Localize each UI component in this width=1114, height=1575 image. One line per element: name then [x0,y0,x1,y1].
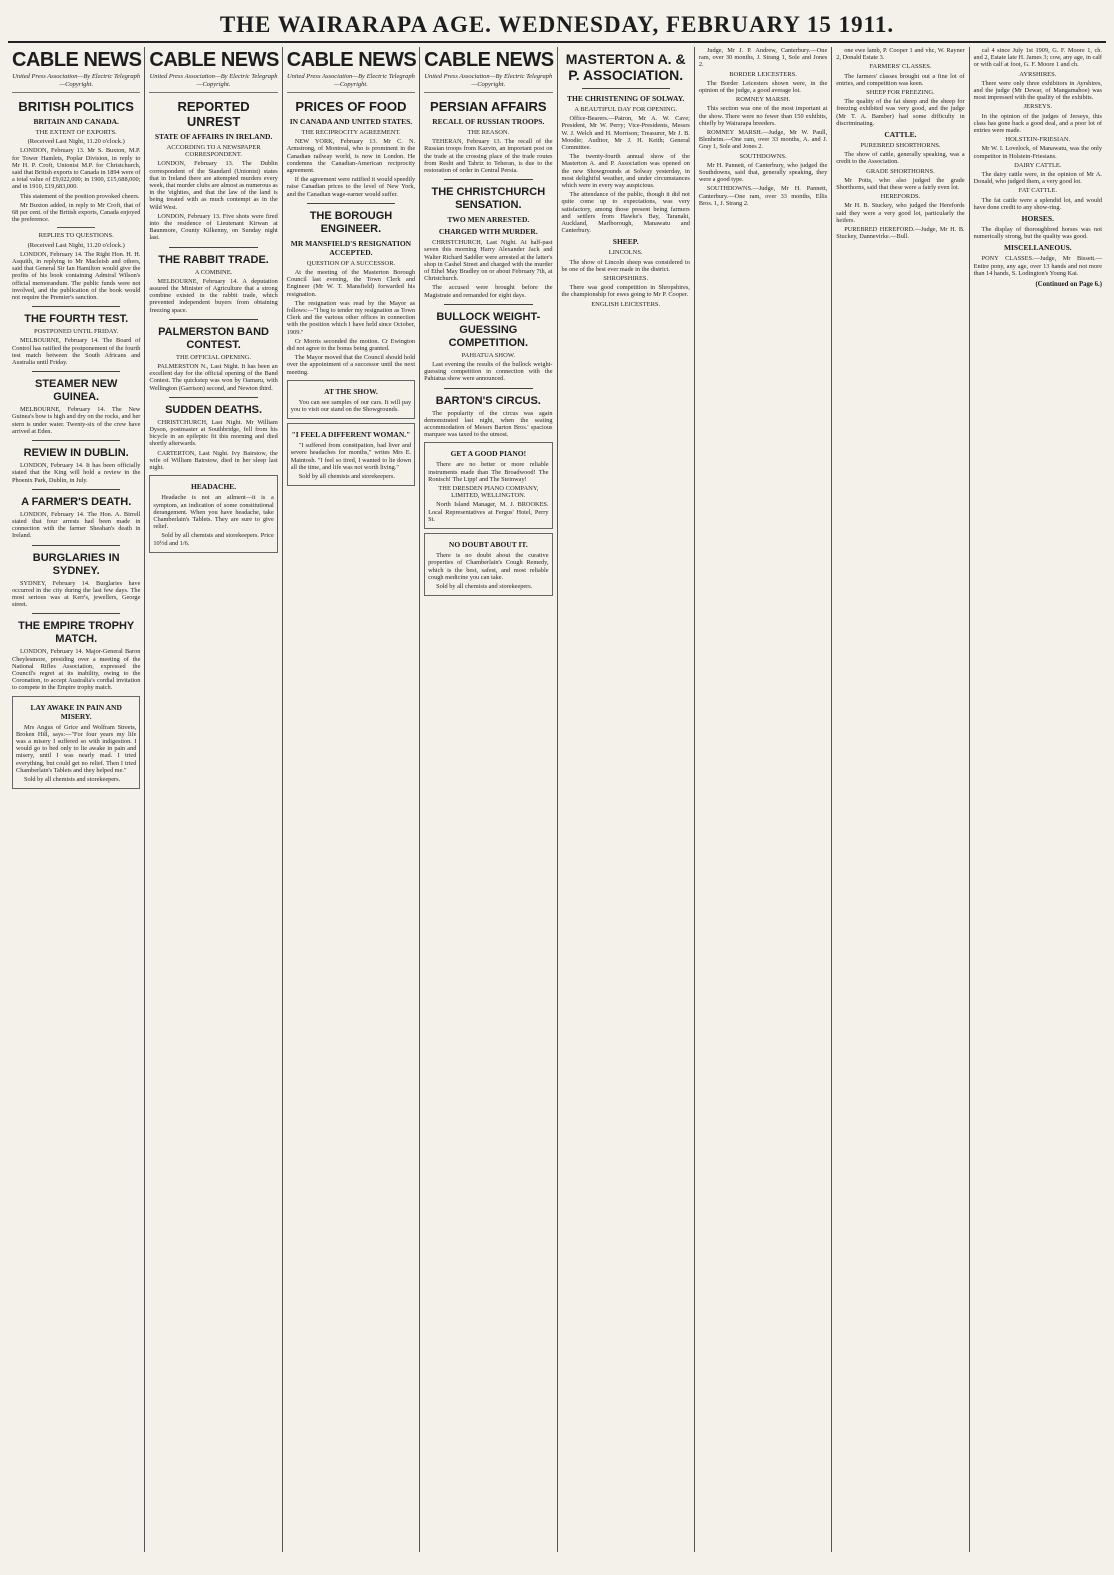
divider [32,613,120,614]
ad-text: Headache is not an ailment—it is a symptom, an indication of some constitutional derangement. When you have headache, take Chamberlain's Tablets. They are sure to give relief. [153,494,274,531]
paragraph: The attendance of the public, though it did not quite come up to expectations, was very satisfactory, among those present being farmers and settlers from Hawke's Bay, Taranaki, Auckland, Marlborough, Manawatu and Canterbury. [561,191,690,235]
paragraph: SYDNEY, February 14. Burglaries have occurred in the city during the last few days. The most serious was at Kerr's, jewellers, George street. [12,579,141,609]
ad-text: Sold by all chemists and storekeepers. Price 10½d and 1/6. [153,532,274,547]
subheading: HEREFORDS. [880,193,921,201]
subheading: THE RECIPROCITY AGREEMENT. [301,129,401,136]
subheading: THE CHRISTENING OF SOLWAY. [567,94,685,103]
continued-note: (Continued on Page 6.) [1035,281,1102,289]
subheading: STATE OF AFFAIRS IN IRELAND. [154,132,273,141]
credit-line: United Press Association—By Electric Telegraph—Copyright. [424,73,552,93]
paragraph: The twenty-fourth annual show of the Masterton A. and P. Association was opened on the new Showgrounds at Solway yesterday, in most delightful weather, and under circumstances which were in every way auspicious. [561,153,690,190]
paragraph: Cr Morris seconded the motion. Cr Ewington did not agree to the bonus being granted. [286,337,416,353]
column-7 [832,47,969,1552]
subheading: LINCOLNS. [608,249,643,257]
subheading: THE EXTENT OF EXPORTS. [35,129,117,136]
ad-heading: "I FEEL A DIFFERENT WOMAN." [291,430,411,440]
paragraph: Last evening the results of the bullock weight-guessing competition in connection with the Pahiatua show were announced. [424,361,553,383]
subheading: BORDER LEICESTERS. [729,70,797,78]
divider [444,179,532,180]
divider [32,489,120,490]
paragraph: The farmers' classes brought out a fine lot of entries, and competition was keen. [836,72,965,87]
paragraph: LONDON, February 13. Mr S. Buxton, M.P. for Tower Hamlets, Poplar Division, in reply to Mr H. P. Croft, Unionist M.P. for Christchurch, said that British exports to Canada in 1894 were of a total value of £9,022,000; in 1900, £15,688,000; and in 1910, £19,683,000. [12,147,141,191]
paragraph: This statement of the position provoked cheers. [20,192,140,200]
paragraph: LONDON, February 14. Major-General Baron Cheylesmore, presiding over a meeting of the National Rifles Association, expressed the Council's regret at its inability, owing to the Coronation, to accept Australia's cordial invitation to compete in the Empire trophy match. [12,648,141,692]
subheading: THE OFFICIAL OPENING. [176,353,252,361]
ad-text: There are no better or more reliable instruments made than The Broadwood! The Ronisch! The Lipp! and The Steinway! [428,461,549,483]
paragraph: There were only three exhibitors in Ayrshires, and the judge (Mr Dewar, of Mangamahoe) was most impressed with the quality of the exhibits. [973,79,1102,102]
subheading: A BEAUTIFUL DAY FOR OPENING. [574,106,678,113]
subheading: THE REASON. [467,129,510,136]
paragraph: The dairy cattle were, in the opinion of Mr A. Donald, who judged them, a very good lot. [973,171,1102,186]
ad-heading: NO DOUBT ABOUT IT. [448,540,528,550]
headline: BARTON'S CIRCUS. [435,394,541,407]
columns [8,47,1106,1552]
column-3 [283,47,420,1552]
paragraph: The show of cattle, generally speaking, was a credit to the Association. [836,151,965,166]
paragraph: Office-Bearers.—Patron, Mr A. W. Cave; President, Mr W. Perry; Vice-Presidents, Messrs W. J. Welch and H. Morrison; Treasurer, Mr J. B. Moodie; Auditor, Mr J. H. Keith; General Committee. [561,115,690,152]
subheading: REPLIES TO QUESTIONS. [38,232,114,240]
headline: THE EMPIRE TROPHY MATCH. [18,620,135,646]
paragraph: LONDON, February 13. The Dublin correspondent of the Standard (Unionist) states that in Ireland there are attempted murders every week, that murder clubs are almost as numerous as in the 'eighties, and that the law of the land is being treated with as much contempt as in the Wild West. [149,160,278,211]
column-1 [8,47,145,1552]
paragraph: If the agreement were ratified it would speedily raise Canadian prices to the level of New York, and the Canadian wage-earner would suffer. [286,176,416,198]
ad-heading: AT THE SHOW. [324,386,378,396]
column-4 [420,47,557,1552]
dateline: (Received Last Night, 11.20 o'clock.) [27,138,125,146]
paragraph: CHRISTCHURCH, Last Night. Mr William Dyson, postmaster at Southbridge, fell from his bicycle in an epileptic fit this morning and died shortly afterwards. [149,418,278,448]
credit-line: United Press Association—By Electric Telegraph—Copyright. [149,73,277,93]
column-2 [145,47,282,1552]
headline: THE CHRISTCHURCH SENSATION. [431,186,546,212]
ad-text: "I suffered from constipation, bad liver and severe headaches for months," writes Mrs E. Maintosh. "I feel so tired, I wanted to lie down all the time, and life was not worth living." [290,442,412,471]
subheading: MR MANSFIELD'S RESIGNATION ACCEPTED. [290,238,412,257]
paragraph: CARTERTON, Last Night. Ivy Bairstow, the wife of William Bairstow, died in her sleep last night. [149,449,278,472]
divider [32,306,120,307]
paragraph: PONY CLASSES.—Judge, Mr Bissett.—Entire pony, any age, over 13 hands and not more than 14 hands, S. Lodington's Young Kai. [973,255,1102,277]
headline: BRITISH POLITICS [18,99,134,114]
paragraph: The popularity of the circus was again demonstrated last night, when the seating accommodation of Messrs Barton Bros.' spacious marquee was taxed to the utmost. [424,409,553,439]
paragraph: SOUTHDOWNS.—Judge, Mr H. Pannett, Canterbury.—One ram, over 33 months, Ellis Bros. 1, J. Strang 2. [698,185,828,207]
subheading: CATTLE. [884,130,917,140]
subheading: SOUTHDOWNS. [739,152,787,160]
dateline: (Received Last Night, 11.20 o'clock.) [27,241,125,249]
paragraph: MELBOURNE, February 14. A deputation assured the Minister of Agriculture that a strong combine existed in the rabbit trade, which prevented independent buyers from obtaining freezing space. [149,277,278,314]
ad-text: Sold by all chemists and storekeepers. [436,582,533,590]
column-6 [695,47,832,1552]
headline: THE FOURTH TEST. [24,313,129,326]
paragraph: The accused were brought before the Magistrate and remanded for eight days. [424,284,553,299]
paragraph: Mr Buxton added, in reply to Mr Croft, that of 68 per cent. of the British exports, Canada enjoyed the preference. [12,201,141,224]
paragraph: Judge, Mr J. P. Andrew, Canterbury.—One ram, over 30 months, J. Strang 1, Sole and Jones 2. [698,47,828,69]
paragraph: The show of Lincoln sheep was considered to be one of the best ever made in the district. [561,258,690,273]
advertisement [424,533,552,596]
column-5 [558,47,695,1552]
ad-text: There is no doubt about the curative properties of Chamberlain's Cough Remedy, which is the best, safest, and most reliable cough medicine you can take. [428,552,549,581]
column-header: MASTERTON A. & P. ASSOCIATION. [565,51,686,83]
subheading: POSTPONED UNTIL FRIDAY. [33,328,119,336]
subheading: JERSEYS. [1023,103,1052,111]
subheading: CHARGED WITH MURDER. [438,227,538,237]
ad-text: Mrs Angus of Grice and Wolfram Streets, Broken Hill, says:—"For four years my life was a misery I suffered so with indigestion. I would go to bed only to lie awake in pain and misery, until I was nearly mad. I tried everything, but could get no relief. Then I tried Chamberlain's Tablets and they helped me." [16,723,137,774]
headline: PRICES OF FOOD [295,99,407,114]
paragraph: Mr H. B. Stuckey, who judged the Herefords said they were a very good lot, particularly the heifers. [836,202,965,224]
headline: THE BOROUGH ENGINEER. [309,209,393,235]
paragraph: The Mayor moved that the Council should hold over the appointment of a successor until the next meeting. [286,354,416,376]
subheading: MISCELLANEOUS. [1003,243,1072,253]
subheading: FAT CATTLE. [1018,187,1058,195]
headline: A FARMER'S DEATH. [21,495,132,508]
headline: REPORTED UNREST [177,99,250,129]
subheading: PUREBRED SHORTHORNS. [860,142,941,150]
column-header: CABLE NEWS [12,49,142,71]
advertisement [149,475,277,552]
subheading: DAIRY CATTLE. [1014,161,1062,169]
credit-line: United Press Association—By Electric Telegraph—Copyright. [287,73,415,93]
ad-heading: THE DRESDEN PIANO COMPANY, LIMITED, WELLINGTON. [438,485,539,500]
headline: STEAMER NEW GUINEA. [34,378,118,404]
column-header: CABLE NEWS [149,49,279,71]
divider [169,397,257,398]
masthead: THE WAIRARAPA AGE. WEDNESDAY, FEBRUARY 15 1911. [8,10,1106,43]
subheading: HOLSTEIN-FRIESIAN. [1005,136,1071,144]
column-header: CABLE NEWS [424,49,554,71]
ad-text: Sold by all chemists and storekeepers. [24,775,121,783]
headline: THE RABBIT TRADE. [158,253,269,266]
subheading: HORSES. [1021,214,1054,224]
paragraph: cal 4 since July 1st 1909, G. F. Moore 1, ch. and 2, Estate late H. James 3; cow, any age, in calf or with calf at foot, G. F. Moore 1 and ch. [973,47,1102,69]
paragraph: At the meeting of the Masterton Borough Council last evening, the Town Clerk and Engineer (Mr W. T. Mansfield) forwarded his resignation. [286,269,416,298]
divider [444,304,532,305]
paragraph: one ewe lamb, P. Cooper 1 and vhc, W. Rayner 2, Donald Estate 3. [836,47,965,62]
column-8 [970,47,1106,1552]
paragraph: PUREBRED HEREFORD.—Judge, Mr H. B. Stuckey, Dannevirke.—Bull. [836,226,965,241]
paragraph: Mr W. I. Lovelock, of Manawatu, was the only competitor in Holstein-Friesians. [973,145,1102,160]
paragraph: LONDON, February 14. The Hon. A. Birrell stated that four arrests had been made in connection with the farmer Sheahan's death in Ireland. [12,510,141,540]
paragraph: PALMERSTON N., Last Night. It has been an excellent day for the official opening of the Band Contest. The quickstep was won by Oamaru, with Wellington (Garrison) second, and Newton third. [149,363,278,392]
divider [32,440,120,441]
column-header: CABLE NEWS [286,49,417,71]
divider [169,247,257,248]
headline: SUDDEN DEATHS. [165,403,263,416]
ad-text: You can see samples of our cars. It will pay you to visit our stand on the Showgrounds. [290,398,412,414]
divider [32,545,120,546]
paragraph: The Border Leicesters shown were, in the opinion of the judge, a good average lot. [698,79,828,95]
paragraph: LONDON, February 14. The Right Hon. H. H. Asquith, in replying to Mr Macleish and others, said that General Sir Ian Hamilton would give the profits of his book containing Admiral Wilson's official memorandum. The public funds were not involved, and the publication of the book would not require the Premier's sanction. [12,250,141,302]
advertisement [12,696,140,790]
newspaper-page [8,10,1106,1555]
advertisement [424,442,552,529]
paragraph: NEW YORK, February 13. Mr C. N. Armstrong, of Montreal, who is prominent in the Canadian railway world, is now in London. He condemns the Canadian-American reciprocity agreement. [286,138,416,175]
subheading: AYRSHIRES. [1019,70,1057,78]
paragraph: The display of thoroughbred horses was not numerically strong, but the quality was good. [973,226,1102,241]
subheading: A COMBINE. [194,268,233,276]
ad-heading: LAY AWAKE IN PAIN AND MISERY. [30,702,122,721]
subheading: SHROPSHIRES. [603,275,649,283]
subheading: ACCORDING TO A NEWSPAPER CORRESPONDENT. [166,144,261,159]
advertisement [287,380,415,419]
subheading: TWO MEN ARRESTED. [447,215,530,225]
divider [444,388,532,389]
paragraph: Mr H. Pannett, of Canterbury, who judged the Southdowns, said that, generally speaking, they were a good type. [698,161,828,184]
subheading: IN CANADA AND UNITED STATES. [289,117,413,126]
paragraph: MELBOURNE, February 14. The New Guinea's bow is high and dry on the rocks, and her stern is under water. Twenty-six of the crew have arrived at Eden. [12,406,141,435]
headline: BULLOCK WEIGHT-GUESSING COMPETITION. [436,310,541,349]
ad-heading: GET A GOOD PIANO! [450,449,527,459]
subheading: SHEEP FOR FREEZING. [866,89,935,97]
subheading: PAHIATUA SHOW. [461,351,515,359]
paragraph: This section was one of the most important at the show. There were no fewer than 150 exhibits, chiefly by Wairarapa breeders. [698,105,828,127]
headline: BURGLARIES IN SYDNEY. [32,551,120,577]
paragraph: CHRISTCHURCH, Last Night. At half-past seven this morning Harry Alexander Jack and Walter Richard Saddler were arrested at the latter's shop in Cashel Street and charged with the murder of Ethel May Bradley on or about February 7th, at Christchurch. [424,239,553,283]
subheading: ENGLISH LEICESTERS. [591,300,661,308]
headline: PALMERSTON BAND CONTEST. [158,325,269,351]
subheading: FARMERS' CLASSES. [869,63,932,71]
subheading: ROMNEY MARSH. [735,96,791,104]
subheading: GRADE SHORTHORNS. [866,167,935,175]
subheading: SHEEP. [612,237,639,247]
ad-text: Sold by all chemists and storekeepers. [298,473,395,481]
divider [307,203,395,204]
credit-line: United Press Association—By Electric Telegraph—Copyright. [12,73,140,93]
ad-text: North Island Manager, M. J. BROOKES. Local Representatives at Fergus' Hotel, Perry St. [428,501,549,523]
ad-heading: HEADACHE. [190,482,237,492]
paragraph: MELBOURNE, February 14. The Board of Control has ratified the postponement of the fourth test match between the South Africans and Australia until Friday. [12,337,141,367]
subheading: BRITAIN AND CANADA. [33,117,119,126]
paragraph: In the opinion of the judges of Jerseys, this class has gone back a good deal, and a poor lot of entries were made. [973,112,1102,135]
headline: REVIEW IN DUBLIN. [23,447,129,460]
paragraph: LONDON, February 14. It has been officially stated that the King will hold a review in the Phoenix Park, Dublin, in July. [12,462,141,484]
divider [57,227,95,228]
divider [169,319,257,320]
paragraph: ROMNEY MARSH.—Judge, Mr W. Paull, Blenheim.—One ram, over 33 months, A. and J. Gray 1, Sole and Jones 2. [698,129,828,151]
paragraph: LONDON, February 13. Five shots were fired into the residence of Lieutenant Kirwan at Baunmore, County Kilkenny, on Sunday night last. [149,212,278,242]
subheading: QUESTION OF A SUCCESSOR. [306,259,396,267]
paragraph: There was good competition in Shropshires, the championship for ewes going to Mr P. Cooper. [561,284,690,299]
paragraph: TEHERAN, February 13. The recall of the Russian troops from Kazvin, an important post on the trade at the crossing place of the trade routes from Resht and Tabriz to Teheran, is due to the restoration of order in Central Persia. [424,138,553,175]
paragraph: The fat cattle were a splendid lot, and would have done credit to any show-ring. [973,196,1102,211]
headline: PERSIAN AFFAIRS [430,99,547,114]
paragraph: The resignation was read by the Mayor as follows:—"I beg to tender my resignation as Town Clerk and the various other offices in connection with the position which I have held since October, 1909." [286,299,416,336]
advertisement [287,423,415,486]
paragraph: Mr Potts, who also judged the grade Shorthorns, said that these were a fairly even lot. [836,176,965,192]
divider [582,88,670,89]
subheading: RECALL OF RUSSIAN TROOPS. [432,117,545,126]
divider [32,371,120,372]
paragraph: The quality of the fat sheep and the sheep for freezing exhibited was very good, and the judge (Mr T. A. Bamber) had some difficulty in discriminating. [836,98,965,127]
